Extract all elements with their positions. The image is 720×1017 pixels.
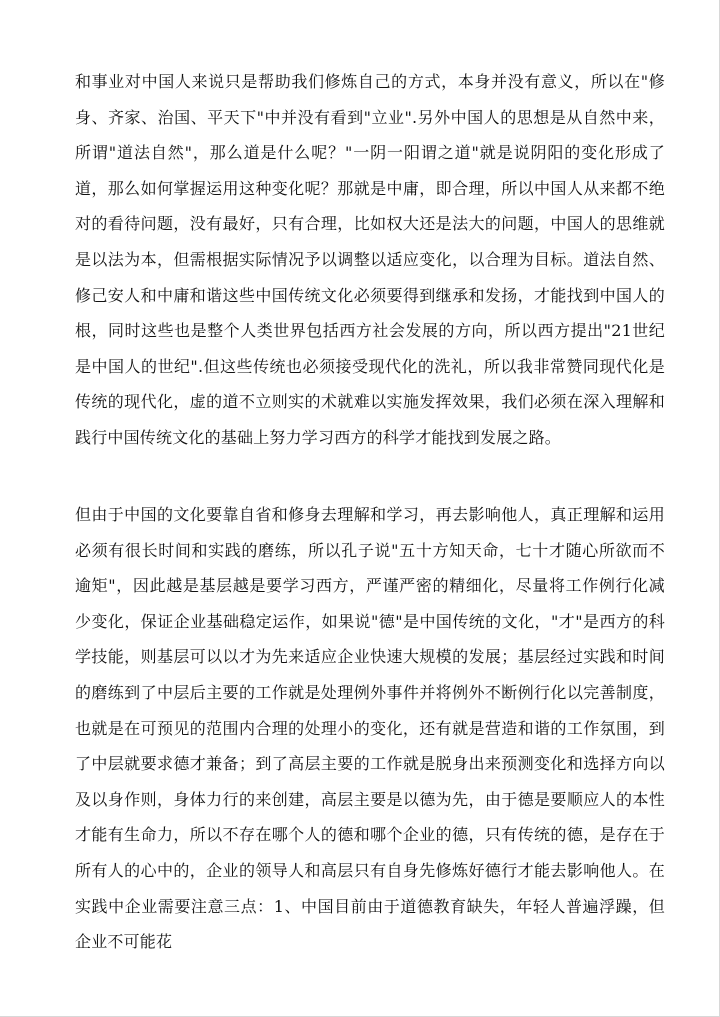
body-paragraph-2: 但由于中国的文化要靠自省和修身去理解和学习，再去影响他人，真正理解和运用必须有很长时间和实践的磨练，所以孔子说"五十方知天命，七十才随心所欲而不逾矩"，因此越是基层越是要学习西方，严谨严密的精细化，尽量将工作例行化减少变化，保证企业基础稳定运作，如果说"德"是中国传统的文化，"才"是西方的科学技能，则基层可以以才为先来适应企业快速大规模的发展；基层经过实践和时间的磨练到了中层后主要的工作就是处理例外事件并将例外不断例行化以完善制度，也就是在可预见的范围内合理的处理小的变化，还有就是营造和谐的工作氛围，到了中层就要求德才兼备；到了高层主要的工作就是脱身出来预测变化和选择方向以及以身作则，身体力行的来创建，高层主要是以德为先，由于德是要顺应人的本性才能有生命力，所以不存在哪个人的德和哪个企业的德，只有传统的德，是存在于所有人的心中的，企业的领导人和高层只有自身先修炼好德行才能去影响他人。在实践中企业需要注意三点：1、中国目前由于道德教育缺失，年轻人普遍浮躁，但企业不可能花 [75, 505, 665, 952]
body-paragraph-1: 和事业对中国人来说只是帮助我们修炼自己的方式，本身并没有意义，所以在"修身、齐家、治国、平天下"中并没有看到"立业".另外中国人的思想是从自然中来，所谓"道法自然"，那么道是什么呢？"一阴一阳谓之道"就是说阴阳的变化形成了道，那么如何掌握运用这种变化呢？那就是中庸，即合理，所以中国人从来都不绝对的看待问题，没有最好，只有合理，比如权大还是法大的问题，中国人的思维就是以法为本，但需根据实际情况予以调整以适应变化，以合理为目标。道法自然、修己安人和中庸和谐这些中国传统文化必须要得到继承和发扬，才能找到中国人的根，同时这些也是整个人类世界包括西方社会发展的方向，所以西方提出"21世纪是中国人的世纪".但这些传统也必须接受现代化的洗礼，所以我非常赞同现代化是传统的现代化，虚的道不立则实的术就难以实施发挥效果，我们必须在深入理解和践行中国传统文化的基础上努力学习西方的科学才能找到发展之路。 [75, 72, 665, 447]
